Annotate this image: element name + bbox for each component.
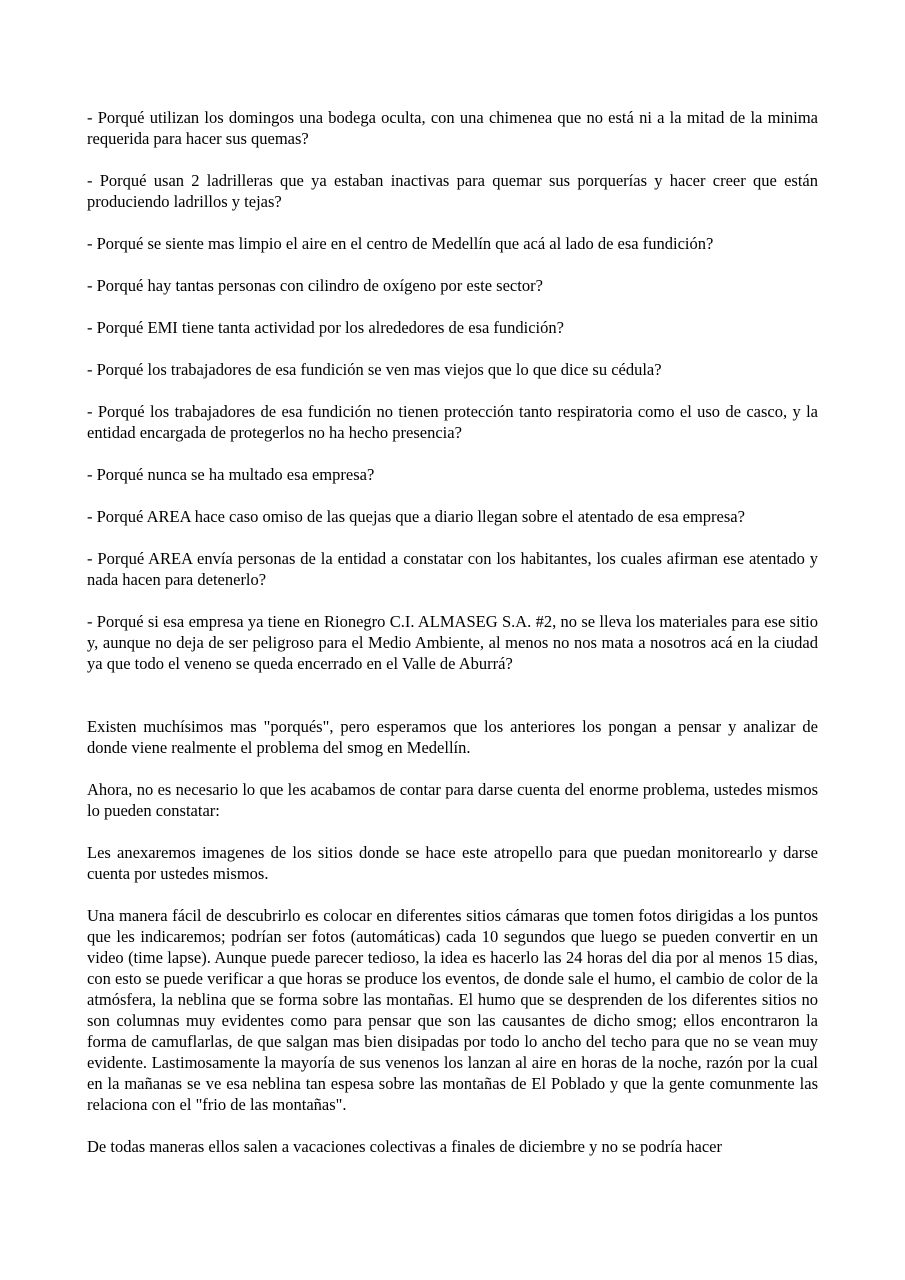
question-1: - Porqué utilizan los domingos una bodega oculta, con una chimenea que no está ni a la mitad de la minima requerida para hacer sus quemas? (87, 108, 818, 148)
document-page (87, 107, 818, 1157)
question-11: - Porqué si esa empresa ya tiene en Rionegro C.I. ALMASEG S.A. #2, no se lleva los materiales para ese sitio y, aunque no deja de ser peligroso para el Medio Ambiente, al menos no nos mata a nosotros acá en la ciudad ya que todo el veneno se queda encerrado en el Valle de Aburrá? (87, 612, 818, 673)
question-10: - Porqué AREA envía personas de la entidad a constatar con los habitantes, los cuales afirman ese atentado y nada hacen para detenerlo? (87, 549, 818, 589)
paragraph-camaras: Una manera fácil de descubrirlo es colocar en diferentes sitios cámaras que tomen fotos dirigidas a los puntos que les indicaremos; podrían ser fotos (automáticas) cada 10 segundos que luego se pueden convertir en un video (time lapse). Aunque puede parecer tedioso, la idea es hacerlo las 24 horas del dia por al menos 15 dias, con esto se puede verificar a que horas se produce los eventos, de donde sale el humo, el cambio de color de la atmósfera, la neblina que se forma sobre las montañas. El humo que se desprenden de los diferentes sitios no son columnas muy evidentes como para pensar que son las causantes de dicho smog; ellos encontraron la forma de camuflarlas, de que salgan mas bien disipadas por todo lo ancho del techo para que no se vean muy evidente. Lastimosamente la mayoría de sus venenos los lanzan al aire en horas de la noche, razón por la cual en la mañanas se ve esa neblina tan espesa sobre las montañas de El Poblado y que la gente comunmente las relaciona con el "frio de las montañas". (87, 906, 818, 1114)
question-4: - Porqué hay tantas personas con cilindro de oxígeno por este sector? (87, 276, 543, 295)
paragraph-constatar: Ahora, no es necesario lo que les acabamos de contar para darse cuenta del enorme problema, ustedes mismos lo pueden constatar: (87, 780, 818, 820)
question-3: - Porqué se siente mas limpio el aire en el centro de Medellín que acá al lado de esa fundición? (87, 234, 714, 253)
question-2: - Porqué usan 2 ladrilleras que ya estaban inactivas para quemar sus porquerías y hacer creer que están produciendo ladrillos y tejas? (87, 171, 818, 211)
paragraph-vacaciones: De todas maneras ellos salen a vacaciones colectivas a finales de diciembre y no se podría hacer (87, 1137, 722, 1156)
paragraph-porques: Existen muchísimos mas "porqués", pero esperamos que los anteriores los pongan a pensar y analizar de donde viene realmente el problema del smog en Medellín. (87, 717, 818, 757)
paragraph-imagenes: Les anexaremos imagenes de los sitios donde se hace este atropello para que puedan monitorearlo y darse cuenta por ustedes mismos. (87, 843, 818, 883)
question-6: - Porqué los trabajadores de esa fundición se ven mas viejos que lo que dice su cédula? (87, 360, 662, 379)
question-5: - Porqué EMI tiene tanta actividad por los alrededores de esa fundición? (87, 318, 564, 337)
question-8: - Porqué nunca se ha multado esa empresa? (87, 465, 375, 484)
question-7: - Porqué los trabajadores de esa fundición no tienen protección tanto respiratoria como el uso de casco, y la entidad encargada de protegerlos no ha hecho presencia? (87, 402, 818, 442)
question-9: - Porqué AREA hace caso omiso de las quejas que a diario llegan sobre el atentado de esa empresa? (87, 507, 745, 526)
